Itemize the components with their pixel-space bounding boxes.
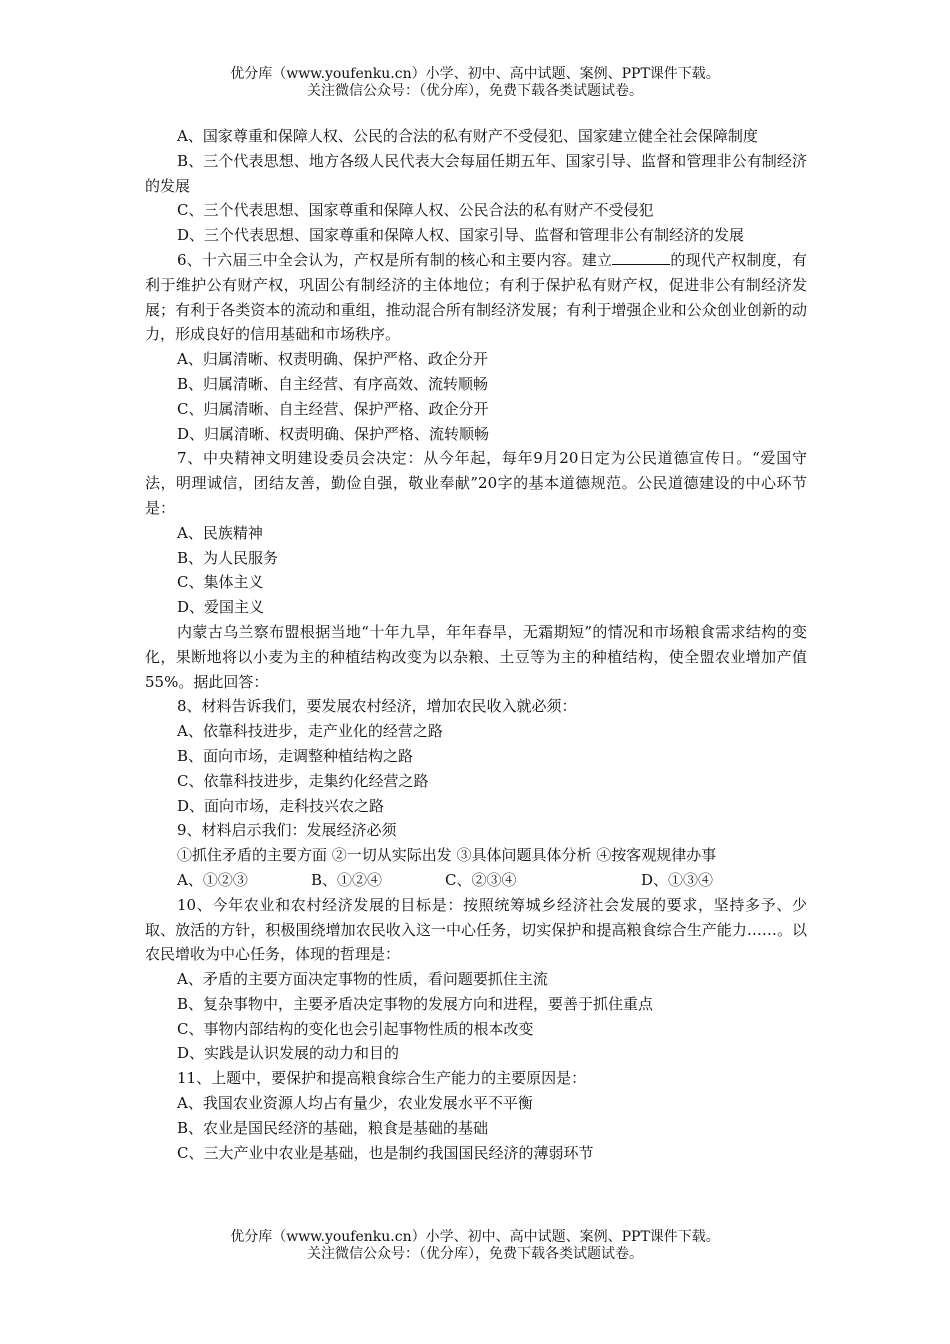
header-line-2: 关注微信公众号：（优分库），免费下载各类试题试卷。 — [307, 83, 643, 99]
q8-option-d: D、面向市场，走科技兴农之路 — [177, 796, 385, 815]
q11-option-c: C、三大产业中农业是基础，也是制约我国国民经济的薄弱环节 — [177, 1143, 594, 1162]
q9-options-row — [145, 868, 807, 893]
q6-stem — [145, 248, 807, 347]
q9-option-d: D、①③④ — [641, 870, 714, 889]
q9-stem: 9、材料启示我们：发展经济必须 — [177, 821, 397, 840]
q5-option-c: C、三个代表思想、国家尊重和保障人权、公民合法的私有财产不受侵犯 — [177, 201, 654, 220]
q9-option-a: A、①②③ — [177, 870, 248, 889]
q6-option-a: A、归属清晰、权责明确、保护严格、政企分开 — [177, 350, 488, 369]
q6-stem-post: 的现代产权制度，有利于维护公有财产权，巩固公有制经济的主体地位；有利于保护私有财产权，促进非公有制经济发展；有利于各类资本的流动和重组，推动混合所有制经济发展；有利于增强企业和公众创业创新的动力，形成良好的信用基础和市场秩序。 — [145, 250, 807, 344]
q10-option-a: A、矛盾的主要方面决定事物的性质，看问题要抓住主流 — [177, 970, 548, 989]
document-body — [145, 124, 807, 1165]
q5-option-b: B、三个代表思想、地方各级人民代表大会每届任期五年、国家引导、监督和管理非公有制经济的发展 — [145, 151, 807, 195]
q10-stem: 10、今年农业和农村经济发展的目标是：按照统筹城乡经济社会发展的要求，坚持多予、少取、放活的方针，积极围绕增加农民收入这一中心任务，切实保护和提高粮食综合生产能力……。以农民增收为中心任务，体现的哲理是： — [145, 895, 807, 964]
q11-option-a: A、我国农业资源人均占有量少，农业发展水平不平衡 — [177, 1094, 533, 1113]
q10-option-b: B、复杂事物中，主要矛盾决定事物的发展方向和进程，要善于抓住重点 — [177, 994, 654, 1013]
q8-option-b: B、面向市场，走调整种植结构之路 — [177, 746, 414, 765]
q11-option-b: B、农业是国民经济的基础，粮食是基础的基础 — [177, 1118, 489, 1137]
q8-stem: 8、材料告诉我们，要发展农村经济，增加农民收入就必须： — [177, 697, 577, 716]
q6-option-d: D、归属清晰、权责明确、保护严格、流转顺畅 — [177, 424, 490, 443]
q8-option-a: A、依靠科技进步，走产业化的经营之路 — [177, 722, 443, 741]
page-header — [0, 66, 950, 100]
q6-option-b: B、归属清晰、自主经营、有序高效、流转顺畅 — [177, 374, 489, 393]
material-paragraph: 内蒙古乌兰察布盟根据当地“十年九旱，年年春旱，无霜期短”的情况和市场粮食需求结构的变化，果断地将以小麦为主的种植结构改变为以杂粮、土豆等为主的种植结构，使全盟农业增加产值55%。据此回答： — [145, 622, 807, 691]
q9-option-c: C、②③④ — [445, 870, 517, 889]
q7-option-a: A、民族精神 — [177, 523, 263, 542]
q6-stem-pre: 6、十六届三中全会认为，产权是所有制的核心和主要内容。建立 — [177, 250, 613, 269]
q7-stem: 7、中央精神文明建设委员会决定：从今年起，每年9月20日定为公民道德宣传日。“爱国守法，明理诚信，团结友善，勤俭自强，敬业奉献”20字的基本道德规范。公民道德建设的中心环节是： — [145, 449, 807, 517]
q6-blank — [612, 250, 670, 265]
q10-option-d: D、实践是认识发展的动力和目的 — [177, 1044, 400, 1063]
q9-option-b: B、①②④ — [311, 870, 383, 889]
q7-option-c: C、集体主义 — [177, 573, 264, 592]
q7-option-b: B、为人民服务 — [177, 548, 279, 567]
q9-items: ①抓住矛盾的主要方面 ②一切从实际出发 ③具体问题具体分析 ④按客观规律办事 — [177, 846, 717, 865]
q11-stem: 11、上题中，要保护和提高粮食综合生产能力的主要原因是： — [177, 1069, 587, 1088]
q5-option-a: A、国家尊重和保障人权、公民的合法的私有财产不受侵犯、国家建立健全社会保障制度 — [177, 127, 758, 145]
footer-line-2: 关注微信公众号：（优分库），免费下载各类试题试卷。 — [307, 1246, 643, 1262]
q5-option-d: D、三个代表思想、国家尊重和保障人权、国家引导、监督和管理非公有制经济的发展 — [177, 226, 745, 245]
page-footer — [0, 1229, 950, 1263]
q10-option-c: C、事物内部结构的变化也会引起事物性质的根本改变 — [177, 1019, 534, 1038]
q7-option-d: D、爱国主义 — [177, 598, 265, 617]
q6-option-c: C、归属清晰、自主经营、保护严格、政企分开 — [177, 399, 489, 418]
header-line-1: 优分库（www.youfenku.cn）小学、初中、高中试题、案例、PPT课件下载。 — [230, 66, 720, 82]
q8-option-c: C、依靠科技进步，走集约化经营之路 — [177, 771, 429, 790]
footer-line-1: 优分库（www.youfenku.cn）小学、初中、高中试题、案例、PPT课件下载。 — [230, 1229, 720, 1245]
